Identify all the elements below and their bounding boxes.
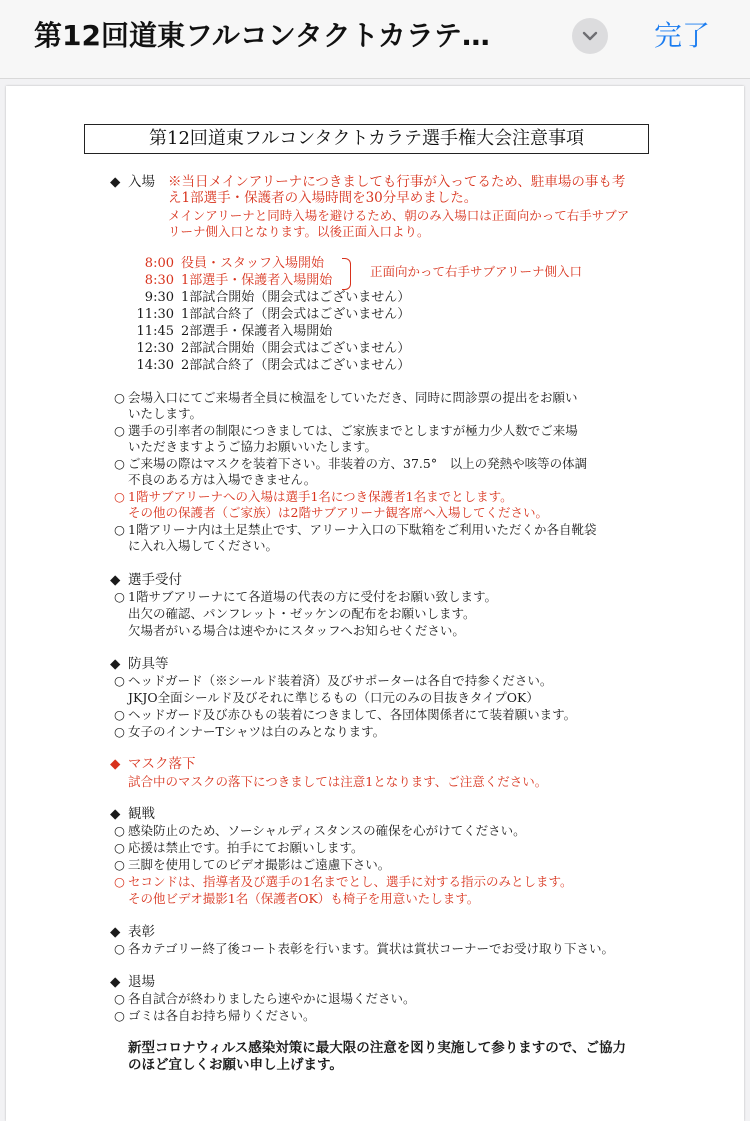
circle-bullet-icon: ○ — [114, 673, 125, 688]
viewing-line-5: その他ビデオ撮影1名（保護者OK）も椅子を用意いたします。 — [128, 891, 480, 906]
circle-bullet-icon: ○ — [114, 489, 125, 504]
circle-bullet-icon: ○ — [114, 840, 125, 855]
schedule-time: 12:30 — [136, 341, 174, 356]
schedule-time: 8:00 — [144, 256, 174, 271]
entry-heading-marker — [110, 174, 120, 190]
award-line-1: 各カテゴリー終了後コート表彰を行います。賞状は賞状コーナーでお受け取り下さい。 — [128, 941, 615, 956]
circle-bullet-icon: ○ — [114, 423, 125, 438]
closing-line-1: 新型コロナウィルス感染対策に最大限の注意を図り実施して参りますので、ご協力 — [128, 1040, 627, 1056]
schedule-time: 8:30 — [144, 273, 174, 288]
circle-bullet-icon: ○ — [114, 707, 125, 722]
reception-line-2: 出欠の確認、パンフレット・ゼッケンの配布をお願いします。 — [128, 606, 476, 621]
viewing-line-1: 感染防止のため、ソーシャルディスタンスの確保を心がけてください。 — [128, 823, 526, 838]
gear-line-3: ヘッドガード及び赤ひもの装着につきまして、各団体関係者にて装着願います。 — [128, 707, 577, 722]
gear-line-1: ヘッドガード（※シールド装着済）及びサポーターは各自で持参ください。 — [128, 673, 553, 688]
schedule-text: 2部試合終了（閉会式はございません） — [181, 358, 411, 373]
schedule-text: 2部試合開始（開会式はございません） — [181, 341, 411, 356]
mask-line-1: 試合中のマスクの落下につきましては注意1となります、ご注意ください。 — [128, 774, 548, 789]
circle-bullet-icon: ○ — [114, 941, 125, 956]
reception-line-3: 欠場者がいる場合は速やかにスタッフへお知らせください。 — [128, 623, 465, 638]
circle-bullet-icon: ○ — [114, 874, 125, 889]
entry-bullet-2a: 選手の引率者の制限につきましては、ご家族までとしますが極力少人数でご来場 — [128, 423, 578, 438]
schedule-text: 1部選手・保護者入場開始 — [181, 273, 333, 288]
document-title: 第12回道東フルコンタクトカラテ… — [34, 19, 490, 52]
entry-bullet-1b: いたします。 — [128, 406, 203, 421]
schedule-time: 11:45 — [136, 324, 174, 339]
brace-note: 正面向かって右手サブアリーナ側入口 — [370, 264, 583, 279]
schedule-text: 2部選手・保護者入場開始 — [181, 324, 333, 339]
schedule-time: 11:30 — [136, 307, 174, 322]
schedule-text: 1部試合開始（開会式はございません） — [181, 290, 411, 305]
schedule-time: 14:30 — [136, 358, 174, 373]
entry-bullet-5b: に入れ入場してください。 — [128, 538, 279, 553]
schedule-text: 1部試合終了（閉会式はございません） — [181, 307, 411, 322]
diamond-icon: ◆ — [110, 974, 121, 990]
gear-line-2: JKJO全面シールド及びそれに準じるもの（口元のみの目抜きタイプOK） — [128, 690, 539, 705]
schedule-brace — [342, 258, 351, 290]
entry-bullet-4a: 1階サブアリーナへの入場は選手1名につき保護者1名までとします。 — [128, 489, 513, 504]
entry-note-2b: リーナ側入口となります。以後正面入口より。 — [168, 224, 430, 239]
diamond-icon: ◆ — [110, 756, 121, 772]
circle-bullet-icon: ○ — [114, 991, 125, 1006]
circle-bullet-icon: ○ — [114, 724, 125, 739]
mask-heading: マスク落下 — [128, 756, 196, 772]
done-button[interactable]: 完了 — [654, 19, 711, 52]
circle-bullet-icon: ○ — [114, 589, 125, 604]
viewing-line-2: 応援は禁止です。拍手にてお願いします。 — [128, 840, 364, 855]
entry-note-1a: ※当日メインアリーナにつきましても行事が入ってるため、駐車場の事も考 — [168, 174, 626, 190]
diamond-icon: ◆ — [110, 572, 121, 588]
title-menu-button[interactable] — [572, 18, 608, 54]
circle-bullet-icon: ○ — [114, 390, 125, 405]
schedule-time: 9:30 — [144, 290, 174, 305]
circle-bullet-icon: ○ — [114, 522, 125, 537]
viewing-line-3: 三脚を使用してのビデオ撮影はご遠慮下さい。 — [128, 857, 391, 872]
document-page — [6, 86, 744, 1121]
circle-bullet-icon: ○ — [114, 823, 125, 838]
entry-bullet-3a: ご来場の際はマスクを装着下さい。非装着の方、37.5° 以上の発熱や咳等の体調 — [128, 456, 588, 471]
diamond-icon: ◆ — [110, 924, 121, 940]
entry-bullet-4b: その他の保護者（ご家族）は2階サブアリーナ観客席へ入場してください。 — [128, 505, 548, 520]
page-heading: 第12回道東フルコンタクトカラテ選手権大会注意事項 — [84, 124, 649, 154]
top-bar — [0, 0, 750, 79]
diamond-icon: ◆ — [110, 656, 121, 672]
entry-note-1b: え1部選手・保護者の入場時間を30分早めました。 — [168, 190, 478, 206]
exit-heading: 退場 — [128, 974, 155, 990]
gear-line-4: 女子のインナーTシャツは白のみとなります。 — [128, 724, 386, 739]
chevron-down-icon — [582, 31, 598, 41]
reception-line-1: 1階サブアリーナにて各道場の代表の方に受付をお願い致します。 — [128, 589, 497, 604]
reception-heading: 選手受付 — [128, 572, 182, 588]
entry-bullet-3b: 不良のある方は入場できません。 — [128, 472, 317, 487]
entry-note-2a: メインアリーナと同時入場を避けるため、朝のみ入場口は正面向かって右手サブア — [168, 208, 630, 223]
circle-bullet-icon: ○ — [114, 456, 125, 471]
schedule-text: 役員・スタッフ入場開始 — [181, 256, 325, 271]
closing-line-2: のほど宜しくお願い申し上げます。 — [128, 1057, 343, 1073]
entry-bullet-5a: 1階アリーナ内は土足禁止です、アリーナ入口の下駄箱をご利用いただくか各自靴袋 — [128, 522, 597, 537]
diamond-icon: ◆ — [110, 174, 121, 190]
entry-heading: 入場 — [128, 174, 155, 190]
circle-bullet-icon: ○ — [114, 857, 125, 872]
award-heading: 表彰 — [128, 924, 155, 940]
entry-bullet-1a: 会場入口にてご来場者全員に検温をしていただき、同時に問診票の提出をお願い — [128, 390, 578, 405]
viewing-heading: 観戦 — [128, 806, 155, 822]
diamond-icon: ◆ — [110, 806, 121, 822]
viewing-line-4: セコンドは、指導者及び選手の1名までとし、選手に対する指示のみとします。 — [128, 874, 573, 889]
entry-bullet-2b: いただきますようご協力お願いいたします。 — [128, 439, 378, 454]
exit-line-2: ゴミは各自お持ち帰りください。 — [128, 1008, 316, 1023]
gear-heading: 防具等 — [128, 656, 169, 672]
circle-bullet-icon: ○ — [114, 1008, 125, 1023]
exit-line-1: 各自試合が終わりましたら速やかに退場ください。 — [128, 991, 416, 1006]
